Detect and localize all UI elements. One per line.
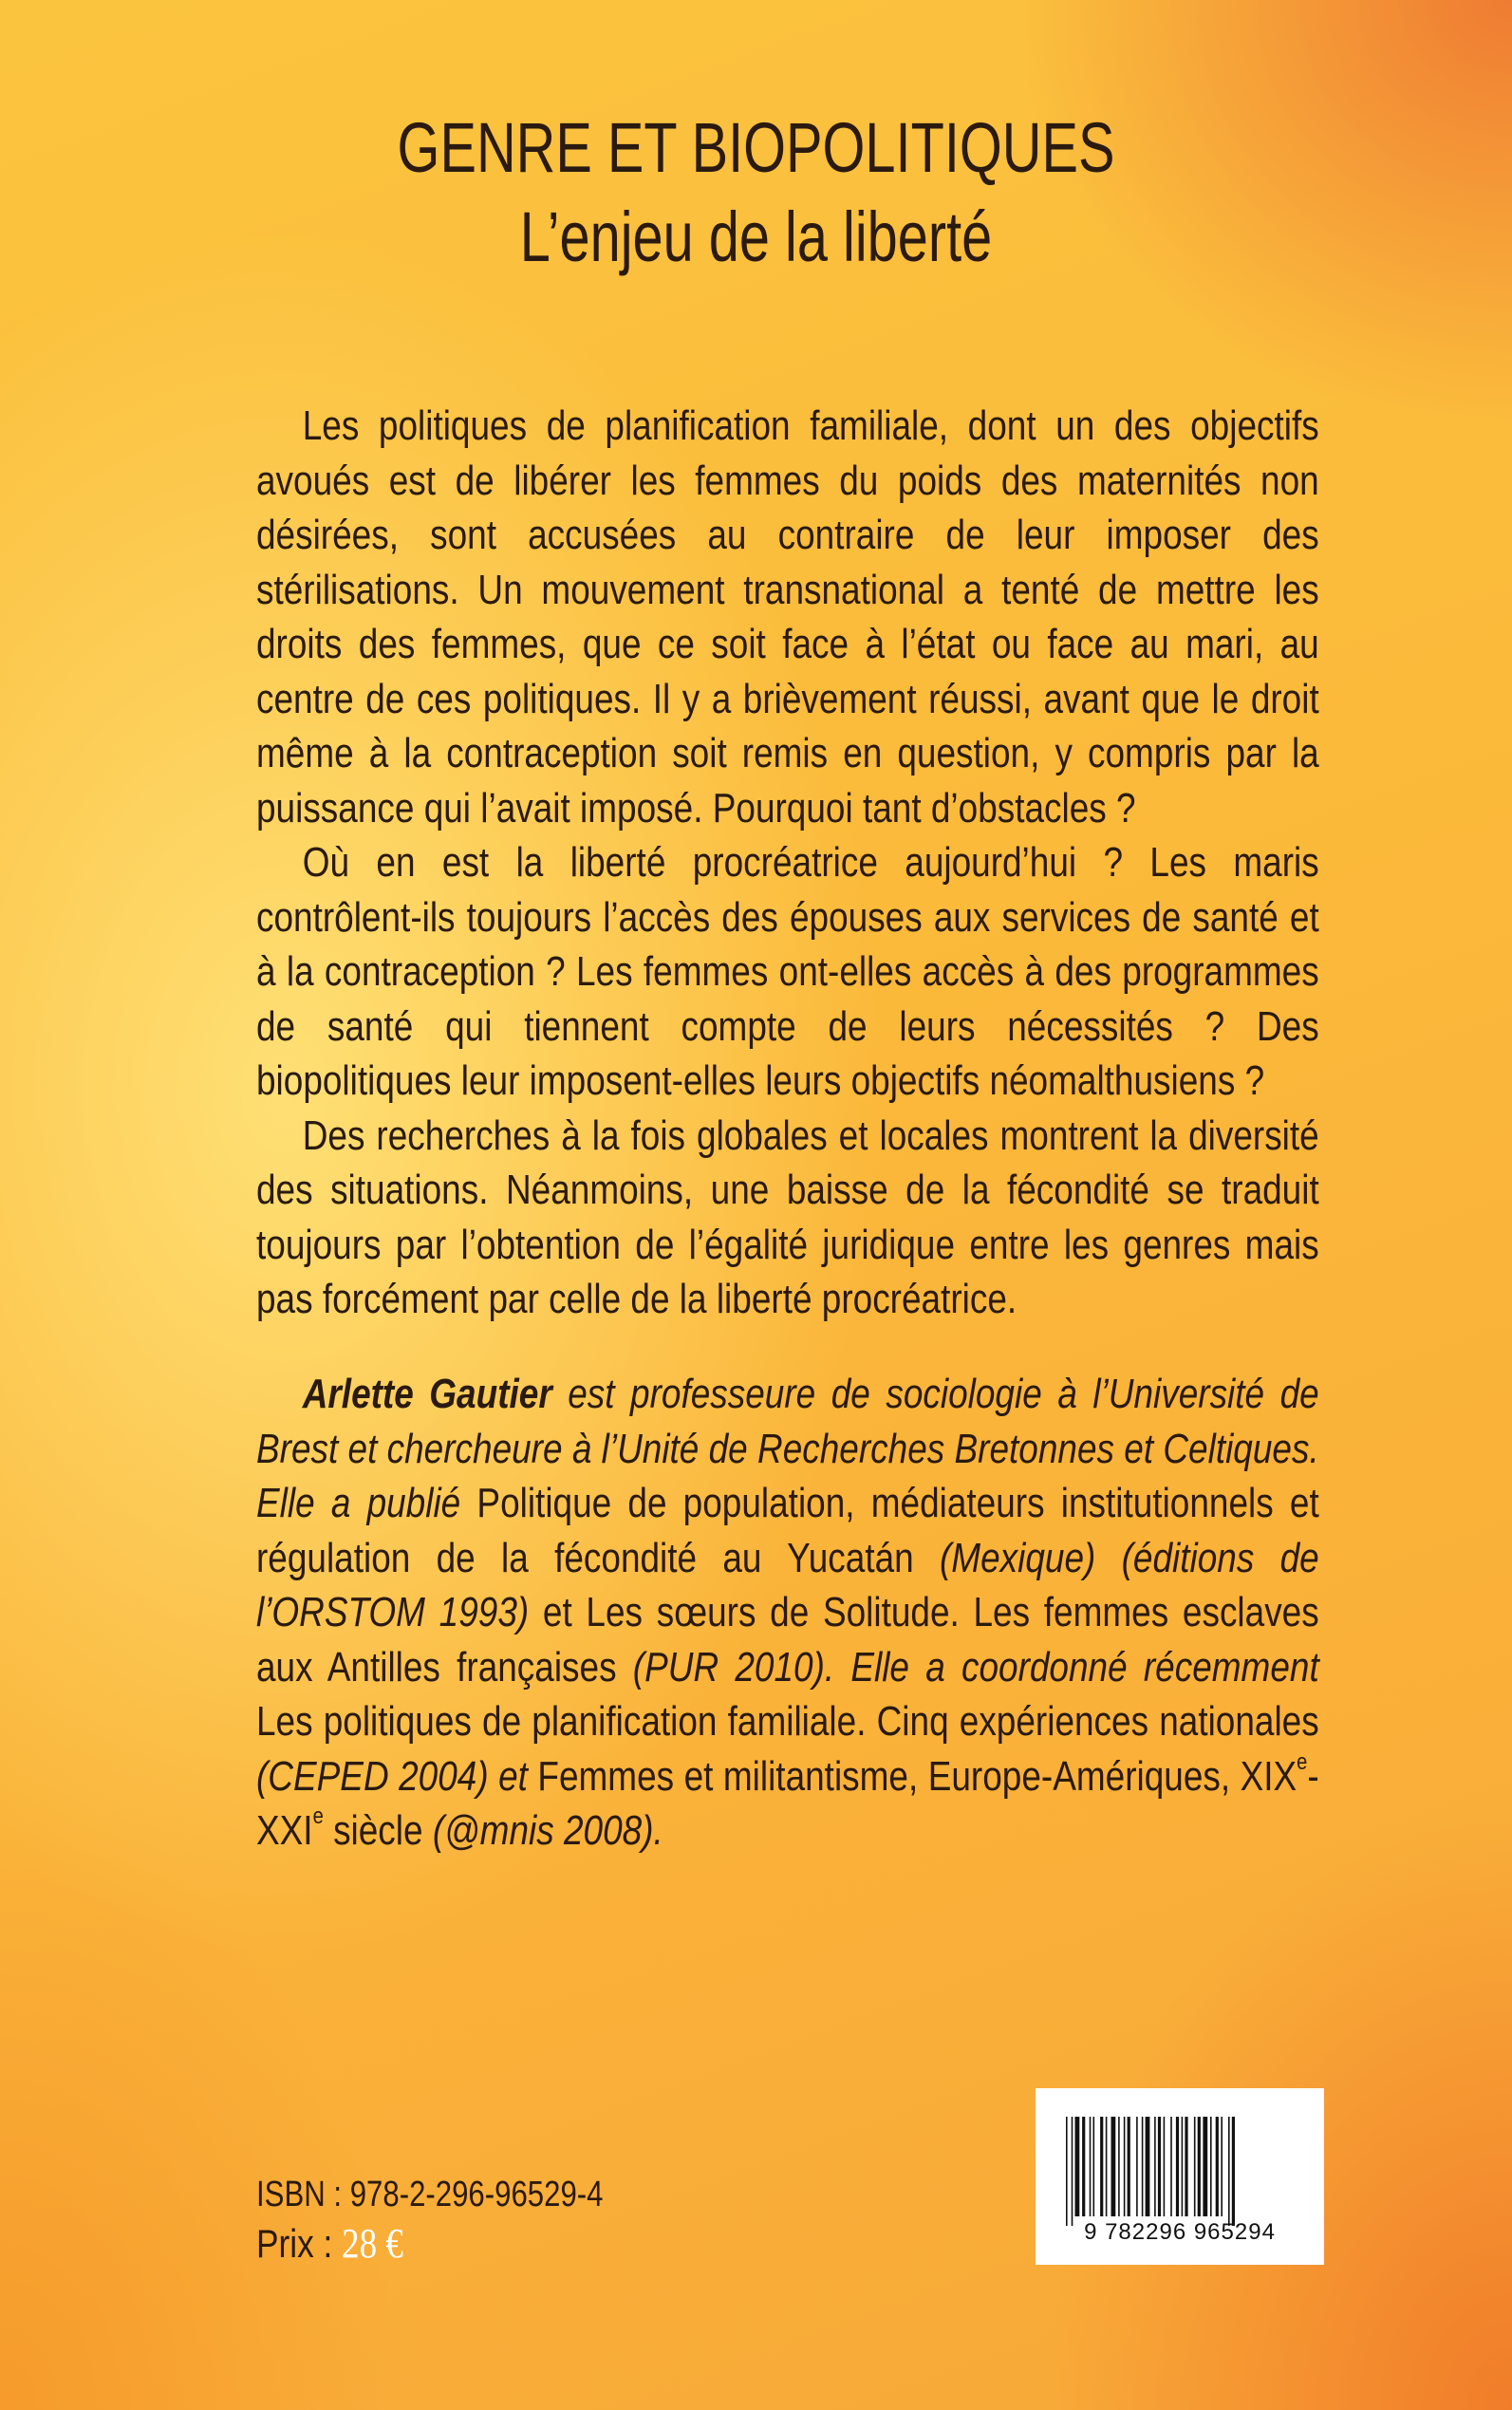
publisher-1: (Mexique) (éditions de l’ORSTOM 1993) [256,1534,1319,1635]
book-title: GENRE ET BIOPOLITIQUES [397,108,1115,187]
isbn: ISBN : 978-2-296-96529-4 [256,2175,604,2214]
publisher-4: (@mnis 2008). [432,1807,663,1854]
synopsis [256,399,1319,1327]
conjunction: et [529,1589,587,1635]
cover-title-block [0,106,1512,285]
author-bio [256,1367,1319,1859]
barcode-number: 9 782296 965294 [1084,2219,1276,2245]
superscript-e-1: e [1297,1748,1308,1775]
author-bio-intro: est professeure de sociologie à l’Université de Brest et chercheure à l’Unité de Recherches Bretonnes et Celtiques. Elle a publié [256,1371,1319,1526]
barcode-bars-icon [1066,2117,1294,2226]
synopsis-paragraph-1: Les politiques de planification familiale, dont un des objectifs avoués est de libérer les femmes du poids des maternités non désirées, sont accusées au contraire de leur imposer des stérilisations. Un mouvement transnational a tenté de mettre les droits des femmes, que ce soit face à l’état ou face au mari, au centre de ces politiques. Il y a brièvement réussi, avant que le droit même à la contraception soit remis en question, y compris par la puissance qui l’avait imposé. Pourquoi tant d’obstacles ? [256,402,1319,831]
publisher-2: (PUR 2010). Elle a coordonné récemment [632,1643,1319,1691]
synopsis-paragraph-2: Où en est la liberté procréatrice aujourd’hui ? Les maris contrôlent-ils toujours l’accès des épouses aux services de santé et à la contraception ? Les femmes ont-elles accès à des programmes de santé qui tiennent compte de leurs nécessités ? Des biopolitiques leur imposent-elles leurs objectifs néomalthusiens ? [256,839,1319,1104]
book-title-4-century: -XXI [256,1752,1319,1854]
price-row [256,2217,611,2270]
author-bio-paragraph [256,1367,1319,1859]
book-title-3: Les politiques de planification familiale. Cinq expériences nationales [256,1698,1319,1745]
book-title-1: Politique de population, médiateurs institutionnels et régulation de la fécondité au Yucatán [256,1480,1319,1581]
synopsis-paragraph-3: Des recherches à la fois globales et locales montrent la diversité des situations. Néanmoins, une baisse de la fécondité se traduit toujours par l’obtention de l’égalité juridique entre les genres mais pas forcément par celle de la liberté procréatrice. [256,1112,1319,1322]
publisher-3: (CEPED 2004) et [256,1752,528,1800]
barcode [1036,2088,1324,2265]
book-subtitle: L’enjeu de la liberté [519,197,993,276]
superscript-e-2: e [312,1803,324,1829]
price-label: Prix : [256,2221,343,2266]
price-value: 28 € [342,2220,403,2267]
book-title-2: Les sœurs de Solitude. Les femmes esclaves aux Antilles françaises [256,1589,1319,1691]
isbn-price-block [256,2172,680,2270]
book-title-4: Femmes et militantisme, Europe-Amériques, XIX [527,1752,1297,1800]
author-name: Arlette Gautier [302,1371,552,1417]
book-title-4-siecle: siècle [323,1807,433,1854]
